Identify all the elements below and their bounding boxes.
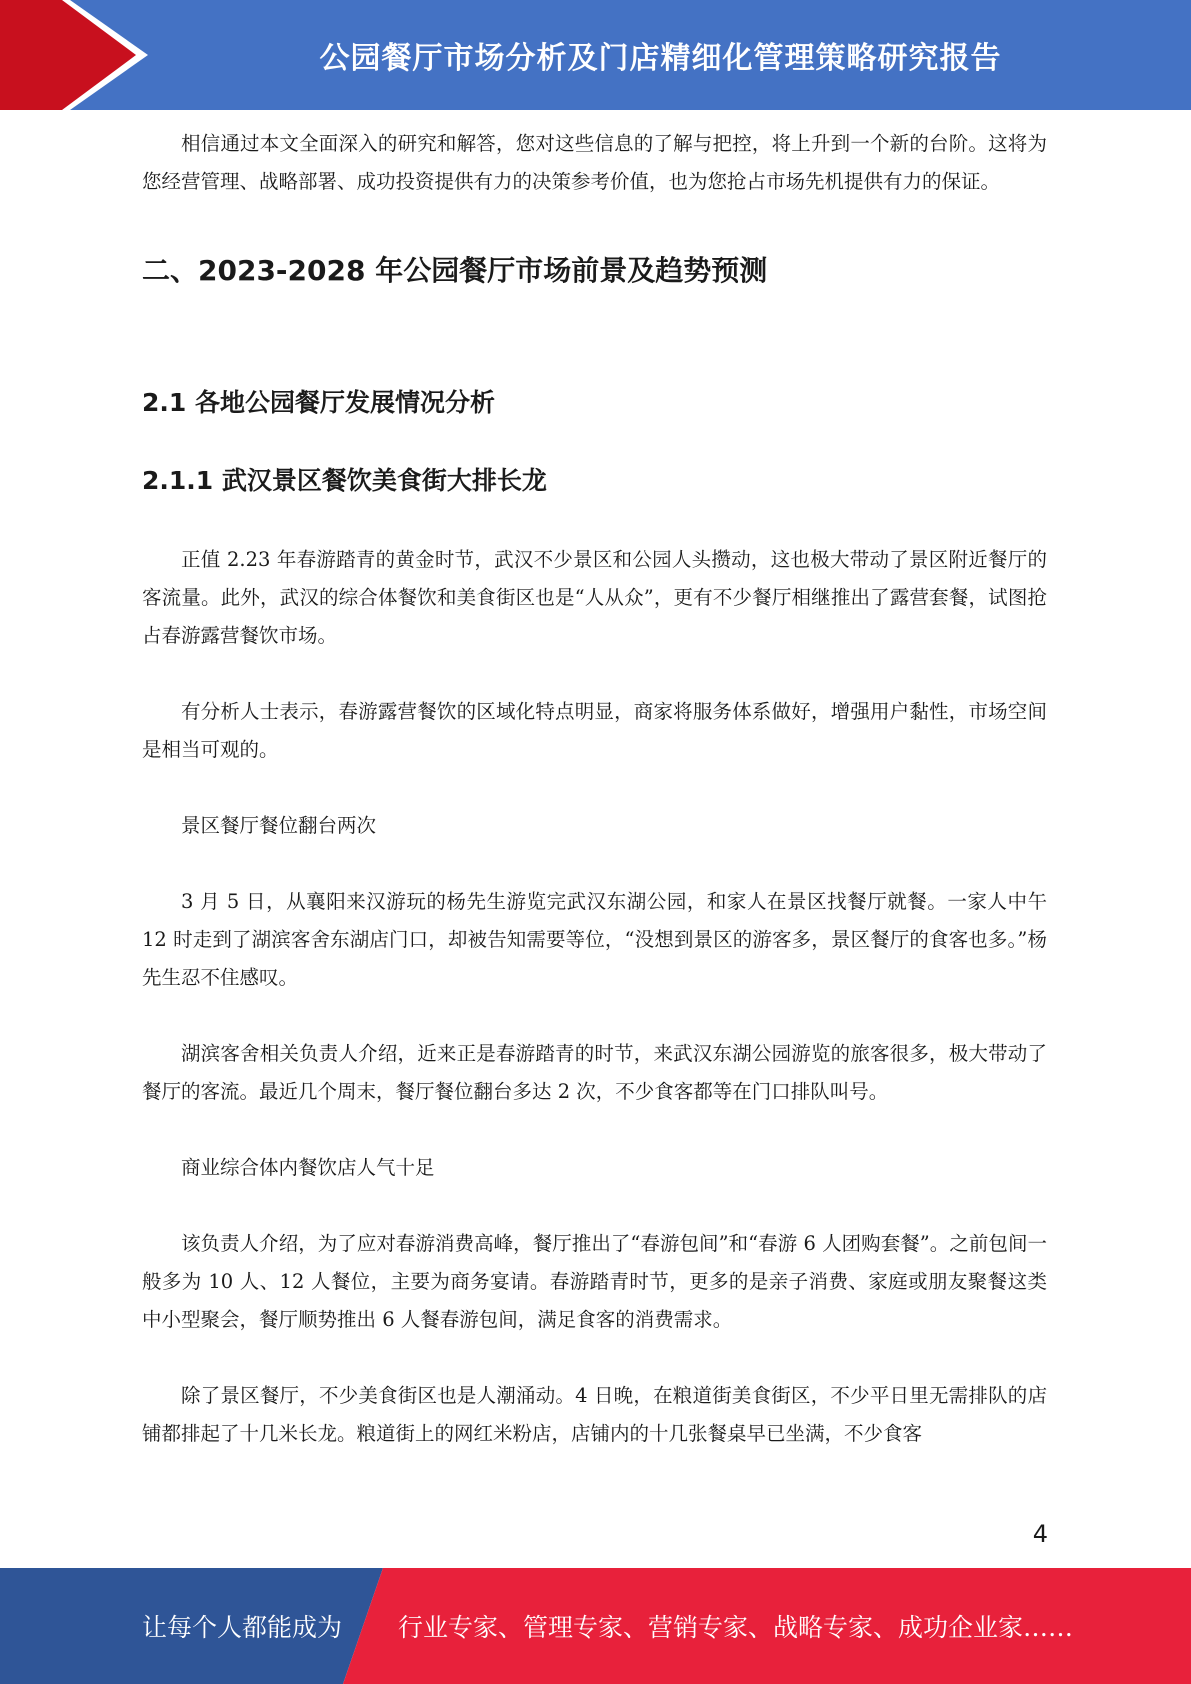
paragraph-4: 湖滨客舍相关负责人介绍，近来正是春游踏青的时节，来武汉东湖公园游览的旅客很多，极大带动了餐厅的客流。最近几个周末，餐厅餐位翻台多达 2 次，不少食客都等在门口排队叫号。 <box>142 1042 1047 1103</box>
paragraph-5: 该负责人介绍，为了应对春游消费高峰，餐厅推出了“春游包间”和“春游 6 人团购套餐”。之前包间一般多为 10 人、12 人餐位，主要为商务宴请。春游踏青时节，更多的是亲子消费、家庭或朋友聚餐这类中小型聚会，餐厅顺势推出 6 人餐春游包间，满足食客的消费需求。 <box>142 1232 1047 1331</box>
intro-paragraph: 相信通过本文全面深入的研究和解答，您对这些信息的了解与把控，将上升到一个新的台阶。这将为您经营管理、战略部署、成功投资提供有力的决策参考价值，也为您抢占市场先机提供有力的保证。 <box>142 132 1047 193</box>
header-title: 公园餐厅市场分析及门店精细化管理策略研究报告 <box>319 41 1002 76</box>
paragraph-2: 有分析人士表示，春游露营餐饮的区域化特点明显，商家将服务体系做好，增强用户黏性，市场空间是相当可观的。 <box>142 700 1047 761</box>
subhead-commercial-complex: 商业综合体内餐饮店人气十足 <box>181 1156 435 1179</box>
report-body <box>142 125 1047 1453</box>
subsection-title: 2.1 各地公园餐厅发展情况分析 <box>142 388 495 417</box>
paragraph-6: 除了景区餐厅，不少美食街区也是人潮涌动。4 日晚，在粮道街美食街区，不少平日里无需排队的店铺都排起了十几米长龙。粮道街上的网红米粉店，店铺内的十几张餐桌早已坐满，不少食客 <box>142 1384 1047 1445</box>
page-number: 4 <box>1032 1520 1048 1548</box>
page-footer <box>0 1568 1191 1684</box>
footer-slogan-left: 让每个人都能成为 <box>142 1613 343 1642</box>
paragraph-3: 3 月 5 日，从襄阳来汉游玩的杨先生游览完武汉东湖公园，和家人在景区找餐厅就餐。一家人中午 12 时走到了湖滨客舍东湖店门口，却被告知需要等位，“没想到景区的游客多，景区餐厅的食客也多。”杨先生忍不住感叹。 <box>142 890 1047 989</box>
subsubsection-title: 2.1.1 武汉景区餐饮美食街大排长龙 <box>142 466 547 495</box>
paragraph-1: 正值 2.23 年春游踏青的黄金时节，武汉不少景区和公园人头攒动，这也极大带动了景区附近餐厅的客流量。此外，武汉的综合体餐饮和美食街区也是“人从众”，更有不少餐厅相继推出了露营套餐，试图抢占春游露营餐饮市场。 <box>142 548 1047 647</box>
page-header <box>0 0 1191 110</box>
subhead-scenic-restaurants: 景区餐厅餐位翻台两次 <box>181 814 377 837</box>
section-title: 二、2023-2028 年公园餐厅市场前景及趋势预测 <box>142 254 768 287</box>
footer-slogan-right: 行业专家、管理专家、营销专家、战略专家、成功企业家…… <box>398 1613 1074 1642</box>
